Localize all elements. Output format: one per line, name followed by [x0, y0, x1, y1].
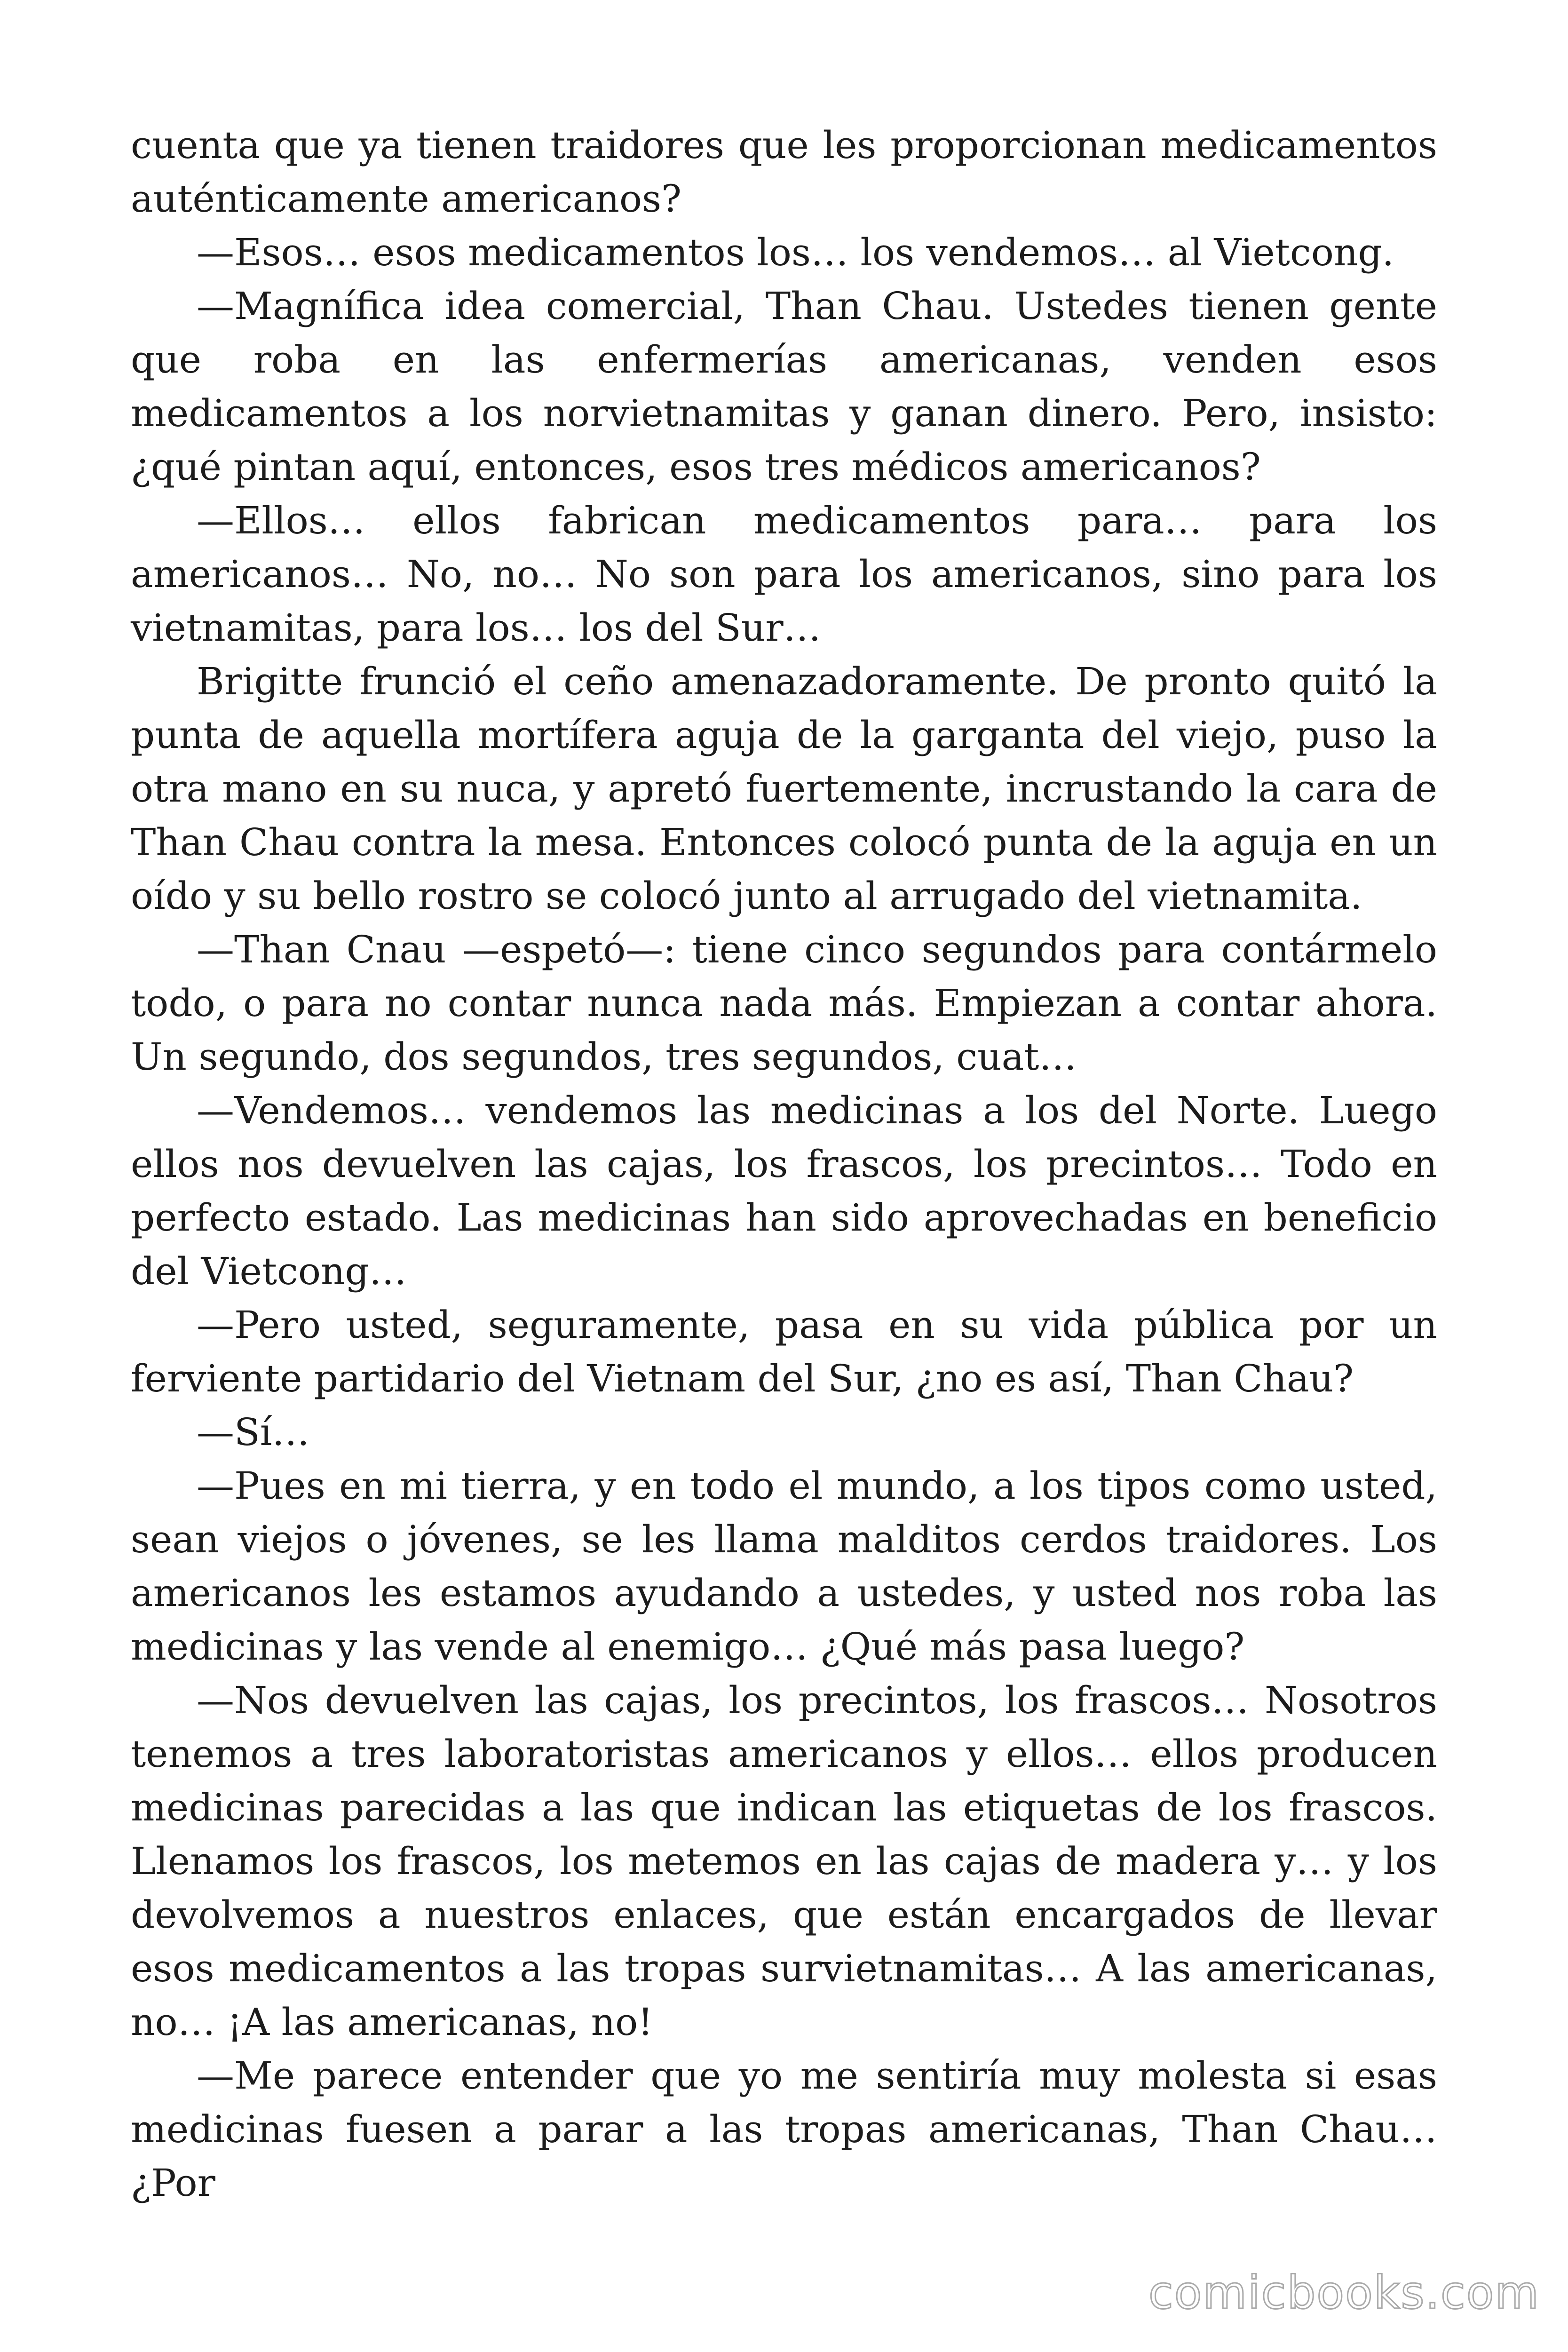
- paragraph-dialogue: —Pero usted, seguramente, pasa en su vida pública por un ferviente partidario del Vietnam del Sur, ¿no es así, Than Chau?: [131, 1303, 1437, 1400]
- paragraph-continued: cuenta que ya tienen traidores que les proporcionan medicamentos auténticamente americanos?: [131, 123, 1437, 221]
- paragraph-narration: Brigitte frunció el ceño amenazadoramente. De pronto quitó la punta de aquella mortífera aguja de la garganta del viejo, puso la otra mano en su nuca, y apretó fuertemente, incrustando la cara de Than Chau contra la mesa. Entonces colocó punta de la aguja en un oído y su bello rostro se colocó junto al arrugado del vietnamita.: [131, 660, 1437, 918]
- paragraph-dialogue: —Sí…: [197, 1410, 310, 1454]
- paragraph-dialogue: —Ellos… ellos fabrican medicamentos para… para los americanos… No, no… No son para los americanos, sino para los vietnamitas, para los… los del Sur…: [131, 499, 1437, 650]
- paragraph-dialogue: —Vendemos… vendemos las medicinas a los del Norte. Luego ellos nos devuelven las cajas, los frascos, los precintos… Todo en perfecto estado. Las medicinas han sido aprovechadas en beneficio del Vietcong…: [131, 1089, 1437, 1293]
- paragraph-dialogue: —Than Cnau —espetó—: tiene cinco segundos para contármelo todo, o para no contar nunca nada más. Empiezan a contar ahora. Un segundo, dos segundos, tres segundos, cuat…: [131, 928, 1437, 1079]
- paragraph-dialogue: —Esos… esos medicamentos los… los vendemos… al Vietcong.: [197, 230, 1394, 274]
- paragraph-dialogue: —Nos devuelven las cajas, los precintos, los frascos… Nosotros tenemos a tres laboratoristas americanos y ellos… ellos producen medicinas parecidas a las que indican las etiquetas de los frascos. Llenamos los frascos, los metemos en las cajas de madera y… y los devolvemos a nuestros enlaces, que están encargados de llevar esos medicamentos a las tropas survietnamitas… A las americanas, no… ¡A las americanas, no!: [131, 1678, 1437, 2044]
- paragraph-dialogue: —Magnífica idea comercial, Than Chau. Ustedes tienen gente que roba en las enfermerías americanas, venden esos medicamentos a los norvietnamitas y ganan dinero. Pero, insisto: ¿qué pintan aquí, entonces, esos tres médicos americanos?: [131, 284, 1437, 489]
- paragraph-dialogue: —Me parece entender que yo me sentiría muy molesta si esas medicinas fuesen a parar a las tropas americanas, Than Chau… ¿Por: [131, 2054, 1437, 2205]
- body-text: [131, 119, 1437, 2210]
- paragraph-dialogue: —Pues en mi tierra, y en todo el mundo, a los tipos como usted, sean viejos o jóvenes, se les llama malditos cerdos traidores. Los americanos les estamos ayudando a ustedes, y usted nos roba las medicinas y las vende al enemigo… ¿Qué más pasa luego?: [131, 1464, 1437, 1669]
- watermark: comicbooks.com: [1148, 2266, 1540, 2319]
